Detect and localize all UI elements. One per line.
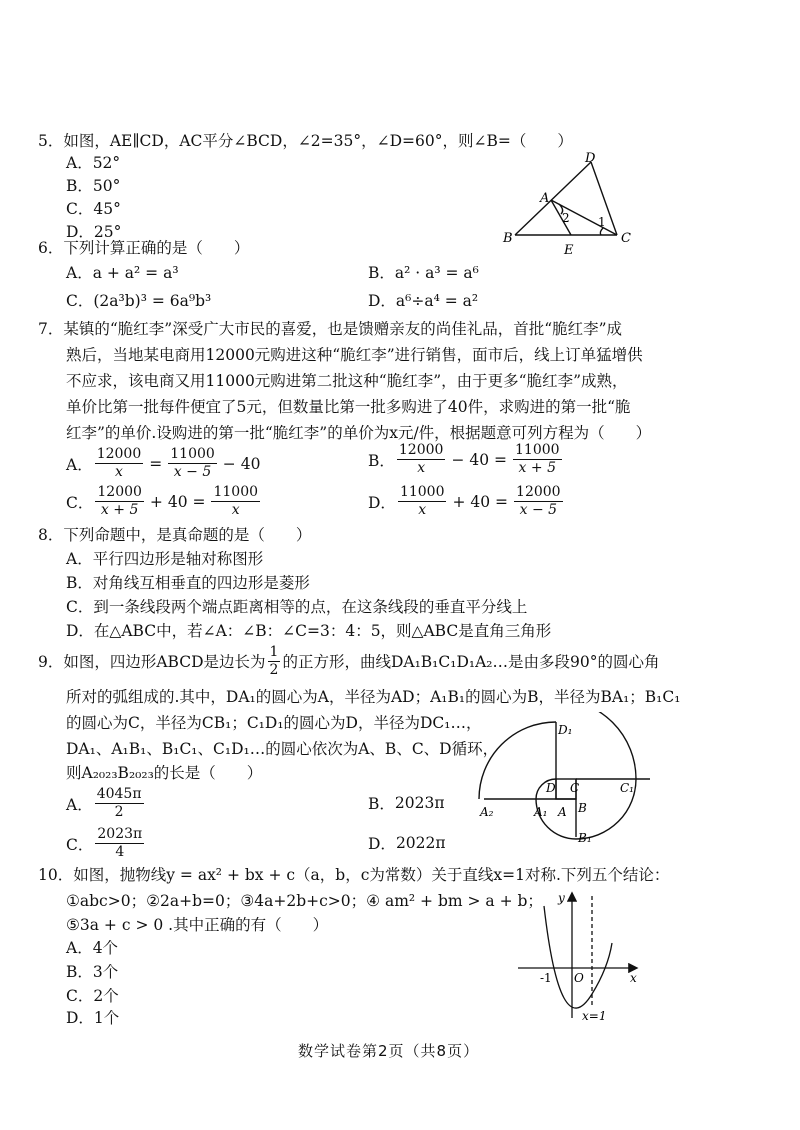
q10-label-axis: x=1 [582, 1009, 607, 1023]
q6-option-b: B．a² · a³ = a⁶ [368, 264, 479, 282]
q5-option-d: D．25° [66, 223, 122, 241]
q5-option-a: A．52° [66, 154, 121, 172]
q5-label-e: E [564, 243, 574, 258]
q7-option-d: D． $\frac{11000}{x}$ + 40 = $\frac{12000}{x - 5}$ [368, 484, 561, 518]
q5-option-c: C．45° [66, 200, 121, 218]
q8-option-d: D．在△ABC中，若∠A：∠B：∠C=3：4：5，则△ABC是直角三角形 [66, 622, 552, 640]
q6-option-c: C．(2a³b)³ = 6a⁹b³ [66, 292, 212, 310]
q10-label-neg1: -1 [540, 971, 552, 985]
q7-option-c: C． $\frac{12000}{x + 5}$ + 40 = $\frac{11000}{x}$ [66, 484, 259, 518]
q9-label-c1: C₁ [620, 781, 634, 795]
q5-label-b: B [503, 231, 513, 246]
q7-line-5: 红李”的单价.设购进的第一批“脆红李”的单价为x元/件，根据题意可列方程为（ ） [66, 424, 652, 442]
q5-label-d: D [585, 151, 596, 166]
q9-line-1: 9．如图，四边形ABCD是边长为 $\frac{1}{2}$ 的正方形，曲线DA₁B₁C₁D₁A₂…是由多段90°的圆心角 [38, 644, 660, 678]
q7-option-a: A． $\frac{12000}{x}$ = $\frac{11000}{x - 5}$ − 40 [66, 446, 261, 480]
q5-label-angle-2: 2 [562, 211, 570, 225]
q5-label-c: C [621, 231, 631, 246]
q10-option-d: D．1个 [66, 1009, 120, 1027]
q10-line-3: ⑤3a + c > 0 .其中正确的有（ ） [66, 916, 329, 934]
q8-stem: 8．下列命题中，是真命题的是（ ） [38, 526, 312, 544]
q9-label-b1: B₁ [578, 831, 592, 845]
q8-option-b: B．对角线互相垂直的四边形是菱形 [66, 574, 310, 592]
q9-option-d: D． 2022π [368, 834, 446, 853]
q10-option-b: B．3个 [66, 963, 119, 981]
q5-stem: 5．如图，AE∥CD，AC平分∠BCD，∠2=35°，∠D=60°，则∠B=（ ） [38, 132, 573, 150]
q8-option-a: A．平行四边形是轴对称图形 [66, 550, 264, 568]
q9-line-4: DA₁、A₁B₁、B₁C₁、C₁D₁…的圆心依次为A、B、C、D循环， [66, 740, 499, 758]
q9-label-a1: A₁ [534, 805, 548, 819]
q9-line-5: 则A₂₀₂₃B₂₀₂₃的长是（ ） [66, 764, 263, 782]
q9-label-b: B [578, 801, 587, 815]
q5-option-b: B．50° [66, 177, 121, 195]
q10-parabola-figure [510, 888, 645, 1026]
q9-label-d1: D₁ [558, 723, 573, 737]
q9-line-2: 所对的弧组成的.其中，DA₁的圆心为A，半径为AD；A₁B₁的圆心为B，半径为BA₁；B₁C₁ [66, 688, 681, 706]
q7-line-2: 熟后，当地某电商用12000元购进这种“脆红李”进行销售，面市后，线上订单猛增供 [66, 346, 643, 364]
q9-label-c: C [570, 781, 580, 795]
q9-option-b: B． 2023π [368, 794, 445, 813]
q7-line-4: 单价比第一批每件便宜了5元，但数量比第一批多购进了40件，求购进的第一批“脆 [66, 398, 631, 416]
q10-label-origin: O [574, 971, 584, 985]
q9-option-c: C． $\frac{2023\pi}{4}$ [66, 826, 143, 860]
q7-option-b: B． $\frac{12000}{x}$ − 40 = $\frac{11000}{x + 5}$ [368, 442, 560, 476]
q6-stem: 6．下列计算正确的是（ ） [38, 239, 250, 257]
q9-label-d: D [546, 781, 556, 795]
q10-option-a: A．4个 [66, 939, 119, 957]
q9-spiral-figure [474, 712, 654, 847]
q5-triangle-figure [495, 150, 645, 260]
q10-label-y: y [558, 891, 565, 905]
q6-option-a: A．a + a² = a³ [66, 264, 179, 282]
q8-option-c: C．到一条线段两个端点距离相等的点，在这条线段的垂直平分线上 [66, 598, 528, 616]
q10-line-2: ①abc>0；②2a+b=0；③4a+2b+c>0；④ am² + bm > a + b； [66, 892, 543, 910]
q9-label-a2: A₂ [480, 805, 494, 819]
q7-line-1: 7．某镇的“脆红李”深受广大市民的喜爱，也是馈赠亲友的尚佳礼品，首批“脆红李”成 [38, 320, 623, 338]
q10-option-c: C．2个 [66, 987, 119, 1005]
q9-line-3: 的圆心为C，半径为CB₁；C₁D₁的圆心为D，半径为DC₁…， [66, 714, 482, 732]
q6-option-d: D．a⁶÷a⁴ = a² [368, 292, 479, 310]
q10-label-x: x [630, 971, 637, 985]
q7-line-3: 不应求，该电商又用11000元购进第二批这种“脆红李”，由于更多“脆红李”成熟， [66, 372, 628, 390]
page-footer: 数学试卷第2页（共8页） [298, 1042, 480, 1060]
q10-line-1: 10．如图，抛物线y = ax² + bx + c（a，b，c为常数）关于直线x=1对称.下列五个结论： [38, 866, 670, 884]
q5-label-angle-1: 1 [598, 215, 606, 229]
q5-label-a: A [540, 191, 550, 206]
q9-option-a: A． $\frac{4045\pi}{2}$ [66, 786, 142, 820]
q9-label-a: A [558, 805, 567, 819]
